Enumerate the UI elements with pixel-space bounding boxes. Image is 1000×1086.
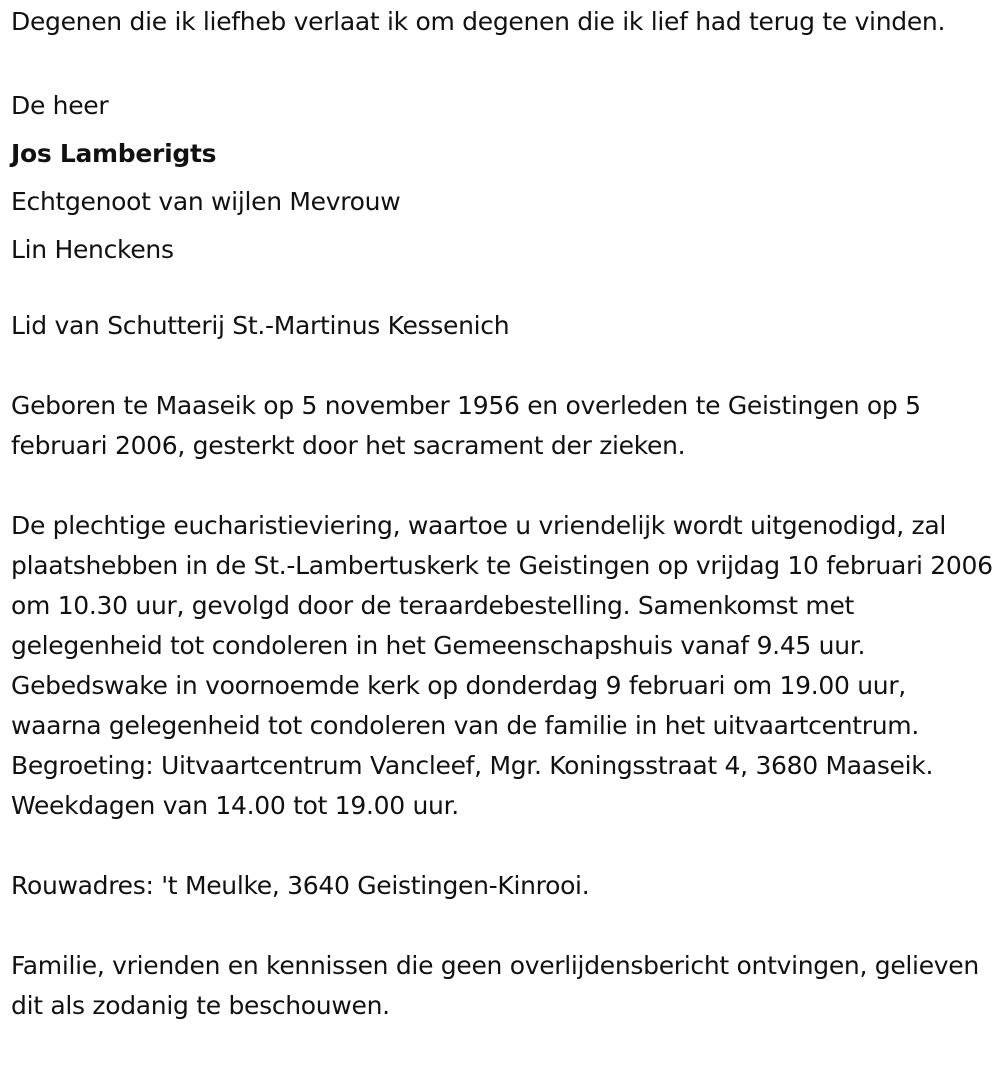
spacer: [11, 826, 996, 866]
ceremony-text: De plechtige eucharistieviering, waartoe u vriendelijk wordt uitgenodigd, zal plaatshebben in de St.-Lambertuskerk te Geistingen op vrijdag 10 februari 2006 om 10.30 uur, gevolgd door de teraardebestelling. Samenkomst met gelegenheid tot condoleren in het Gemeenschapshuis vanaf 9.45 uur. Gebedswake in voornoemde kerk op donderdag 9 februari om 19.00 uur, waarna gelegenheid tot condoleren van de familie in het uitvaartcentrum. Begroeting: Uitvaartcentrum Vancleef, Mgr. Koningsstraat 4, 3680 Maaseik. Weekdagen van 14.00 tot 19.00 uur.: [11, 511, 993, 820]
obituary-notice: [11, 2, 996, 1026]
spacer: [11, 42, 996, 82]
title-prefix: De heer: [11, 91, 109, 120]
spacer: [11, 274, 996, 306]
spacer: [11, 906, 996, 946]
spouse-line: Echtgenoot van wijlen Mevrouw: [11, 187, 401, 216]
quote-text: Degenen die ik liefheb verlaat ik om degenen die ik lief had terug te vinden.: [11, 7, 946, 36]
spouse-name: Lin Henckens: [11, 235, 174, 264]
birth-death-text: Geboren te Maaseik op 5 november 1956 en overleden te Geistingen op 5 februari 2006, gesterkt door het sacrament der zieken.: [11, 391, 921, 460]
deceased-name: Jos Lamberigts: [11, 139, 217, 168]
spacer: [11, 466, 996, 506]
spacer: [11, 346, 996, 386]
address-text: Rouwadres: 't Meulke, 3640 Geistingen-Kinrooi.: [11, 871, 590, 900]
membership-text: Lid van Schutterij St.-Martinus Kessenich: [11, 311, 510, 340]
closing-text: Familie, vrienden en kennissen die geen overlijdensbericht ontvingen, gelieven dit als zodanig te beschouwen.: [11, 951, 979, 1020]
